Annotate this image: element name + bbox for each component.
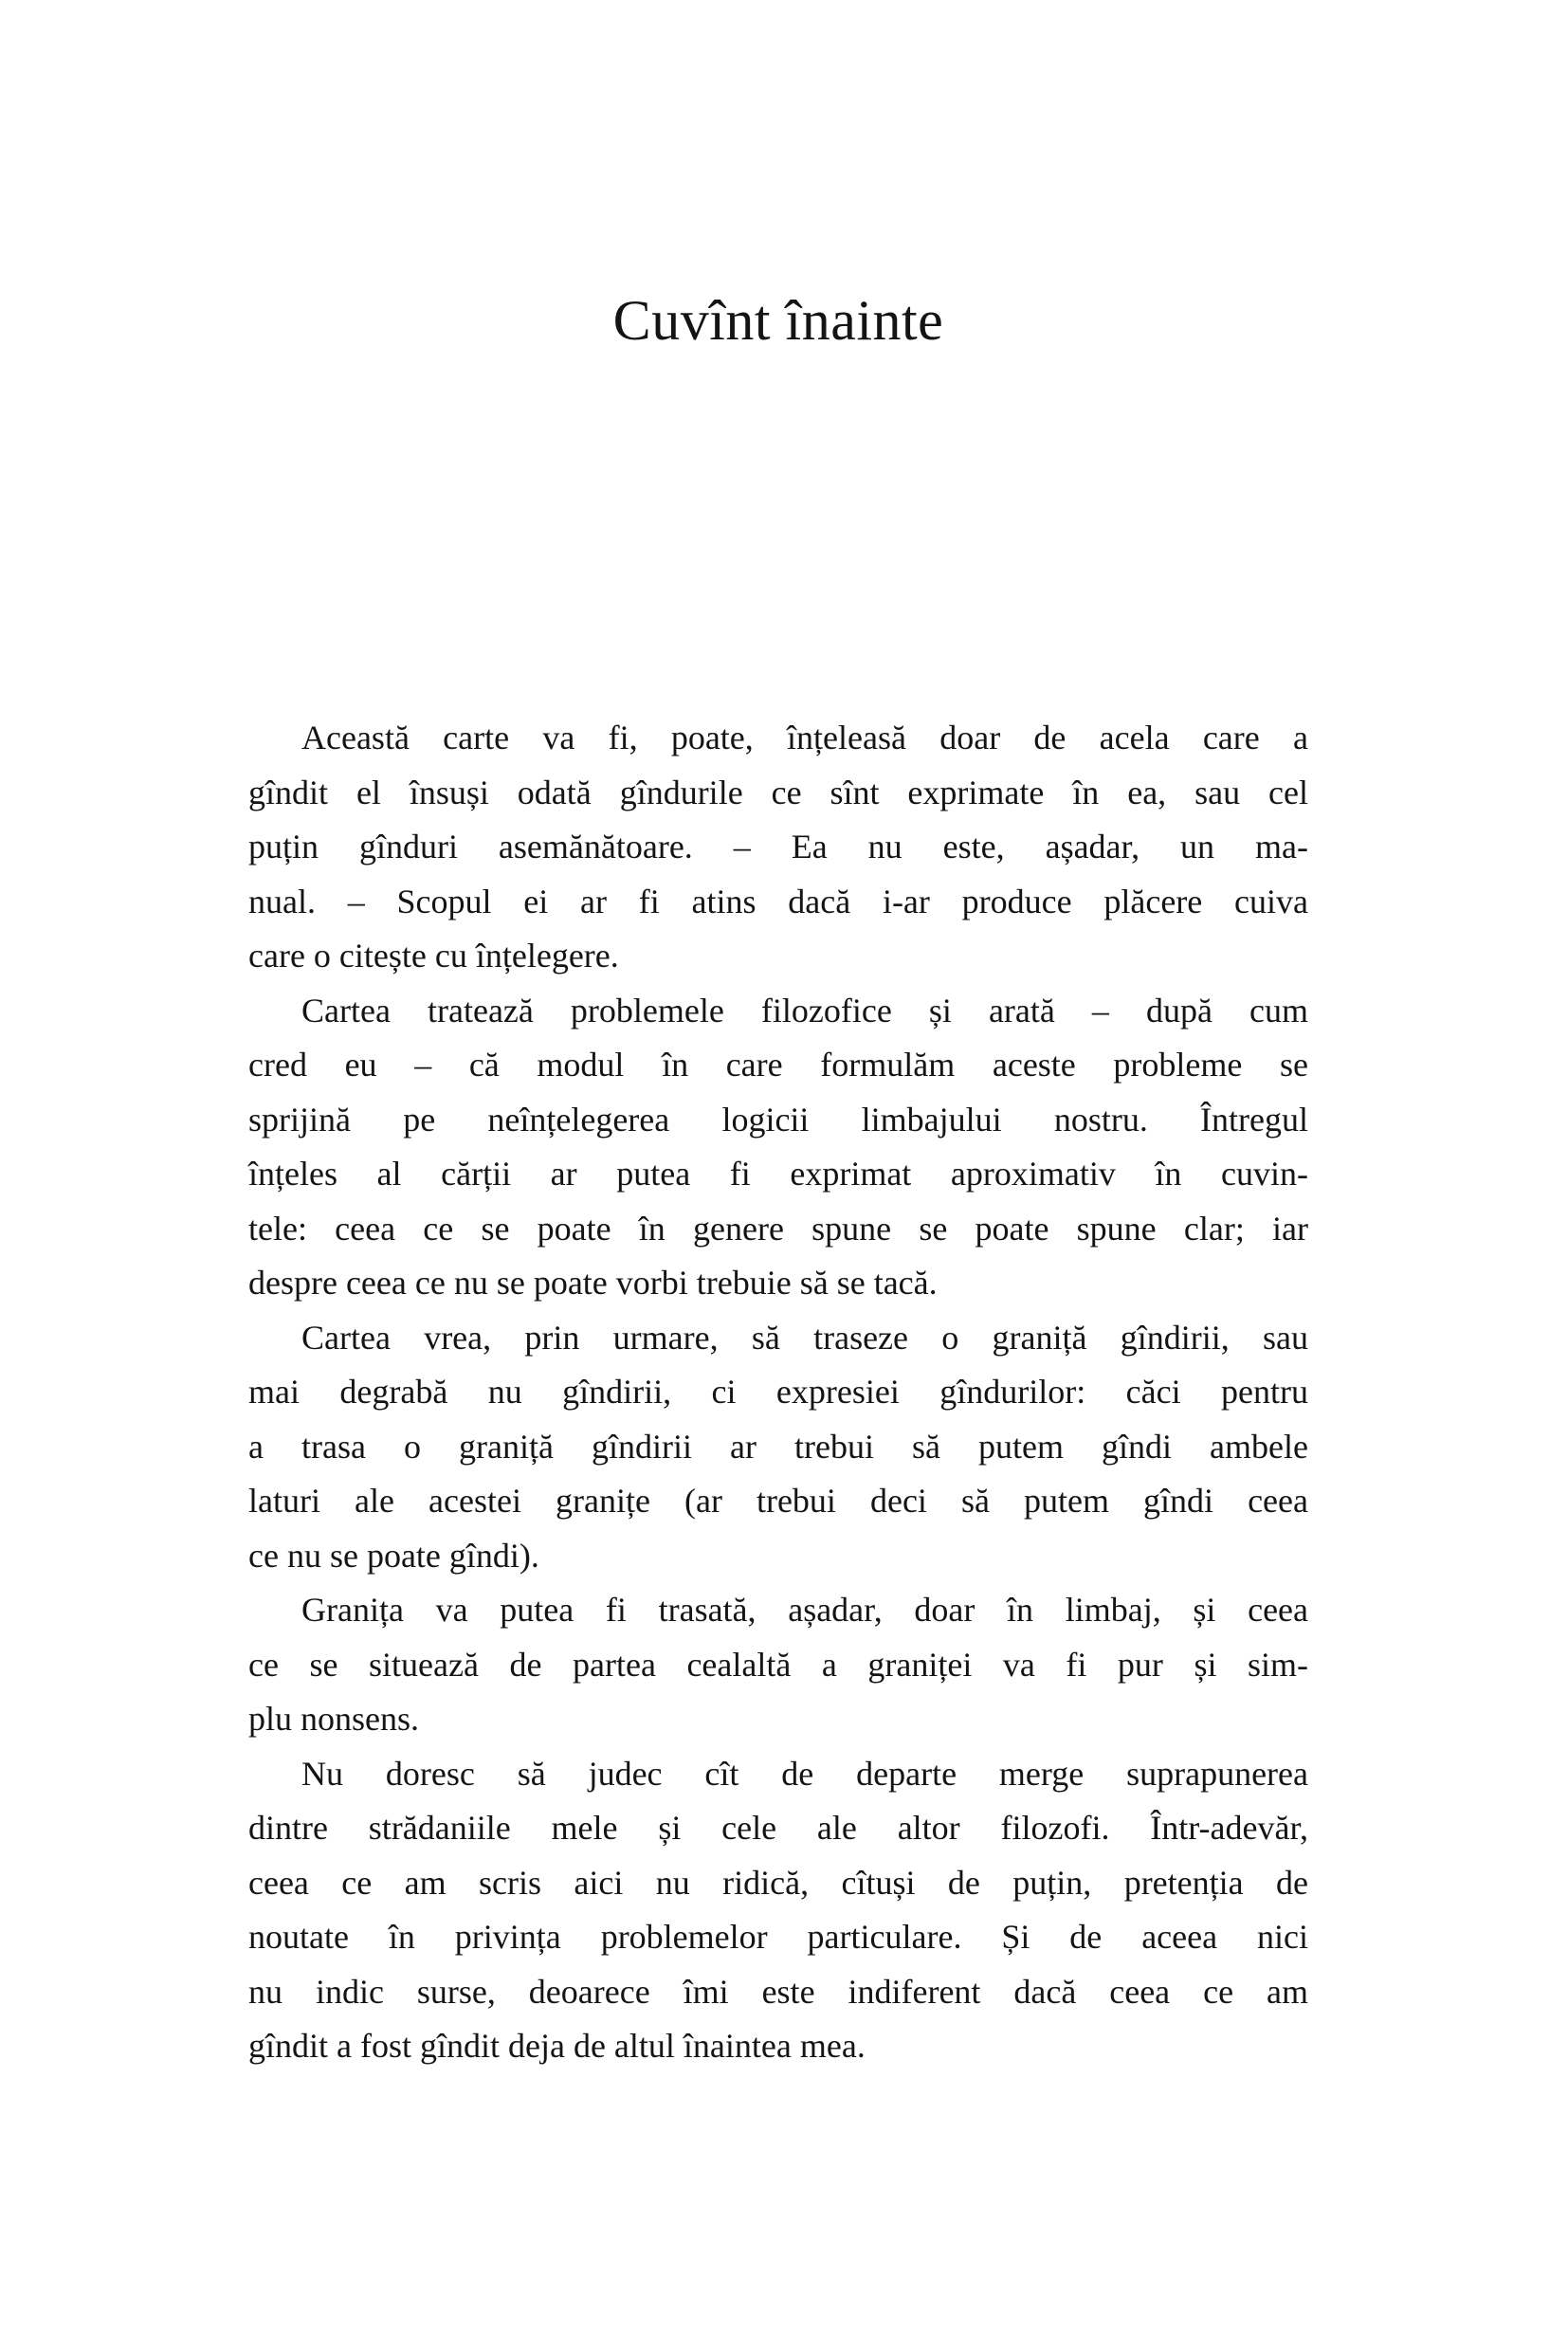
text-line: noutate în privința problemelor particulare. Și de aceea nici	[248, 1918, 1308, 1956]
text-line: nu indic surse, deoarece îmi este indiferent dacă ceea ce am	[248, 1972, 1308, 2011]
text-line: cred eu – că modul în care formulăm aceste probleme se	[248, 1046, 1308, 1084]
text-line: ceea ce am scris aici nu ridică, cîtuși de puțin, pretenția de	[248, 1863, 1308, 1902]
text-line: Cartea vrea, prin urmare, să traseze o graniță gîndirii, sau	[301, 1318, 1308, 1357]
text-line: nual. – Scopul ei ar fi atins dacă i-ar produce plăcere cuiva	[248, 882, 1308, 920]
paragraph	[248, 711, 1308, 984]
text-column	[248, 0, 1308, 2351]
text-line: a trasa o graniță gîndirii ar trebui să putem gîndi ambele	[248, 1427, 1308, 1466]
text-line: puțin gînduri asemănătoare. – Ea nu este, așadar, un ma-	[248, 828, 1308, 866]
text-line: mai degrabă nu gîndirii, ci expresiei gîndurilor: căci pentru	[248, 1373, 1308, 1411]
text-line: Nu doresc să judec cît de departe merge suprapunerea	[301, 1754, 1308, 1793]
text-line: înțeles al cărții ar putea fi exprimat aproximativ în cuvin-	[248, 1155, 1308, 1193]
text-line: ce nu se poate gîndi).	[248, 1536, 539, 1575]
text-line: Cartea tratează problemele filozofice și arată – după cum	[301, 991, 1308, 1030]
text-line: Granița va putea fi trasată, așadar, doar în limbaj, și ceea	[301, 1591, 1308, 1629]
text-line: dintre strădaniile mele și cele ale altor filozofi. Într-adevăr,	[248, 1809, 1308, 1847]
text-line: laturi ale acestei granițe (ar trebui deci să putem gîndi ceea	[248, 1482, 1308, 1520]
text-line: Această carte va fi, poate, înțeleasă doar de acela care a	[301, 719, 1308, 756]
text-line: despre ceea ce nu se poate vorbi trebuie să se tacă.	[248, 1264, 938, 1302]
text-line: sprijină pe neînțelegerea logicii limbajului nostru. Întregul	[248, 1100, 1308, 1139]
paragraph	[248, 1747, 1308, 2074]
paragraph	[248, 1583, 1308, 1747]
text-line: gîndit el însuși odată gîndurile ce sînt exprimate în ea, sau cel	[248, 773, 1308, 811]
text-line: gîndit a fost gîndit deja de altul înaintea mea.	[248, 2027, 866, 2065]
text-line: ce se situează de partea cealaltă a graniței va fi pur și sim-	[248, 1645, 1308, 1684]
paragraph	[248, 1311, 1308, 1584]
text-line: plu nonsens.	[248, 1700, 419, 1738]
text-line: care o citește cu înțelegere.	[248, 937, 619, 975]
body-text	[248, 711, 1308, 2074]
page-title: Cuvînt înainte	[612, 289, 944, 352]
paragraph	[248, 984, 1308, 1311]
text-line: tele: ceea ce se poate în genere spune se poate spune clar; iar	[248, 1209, 1308, 1248]
